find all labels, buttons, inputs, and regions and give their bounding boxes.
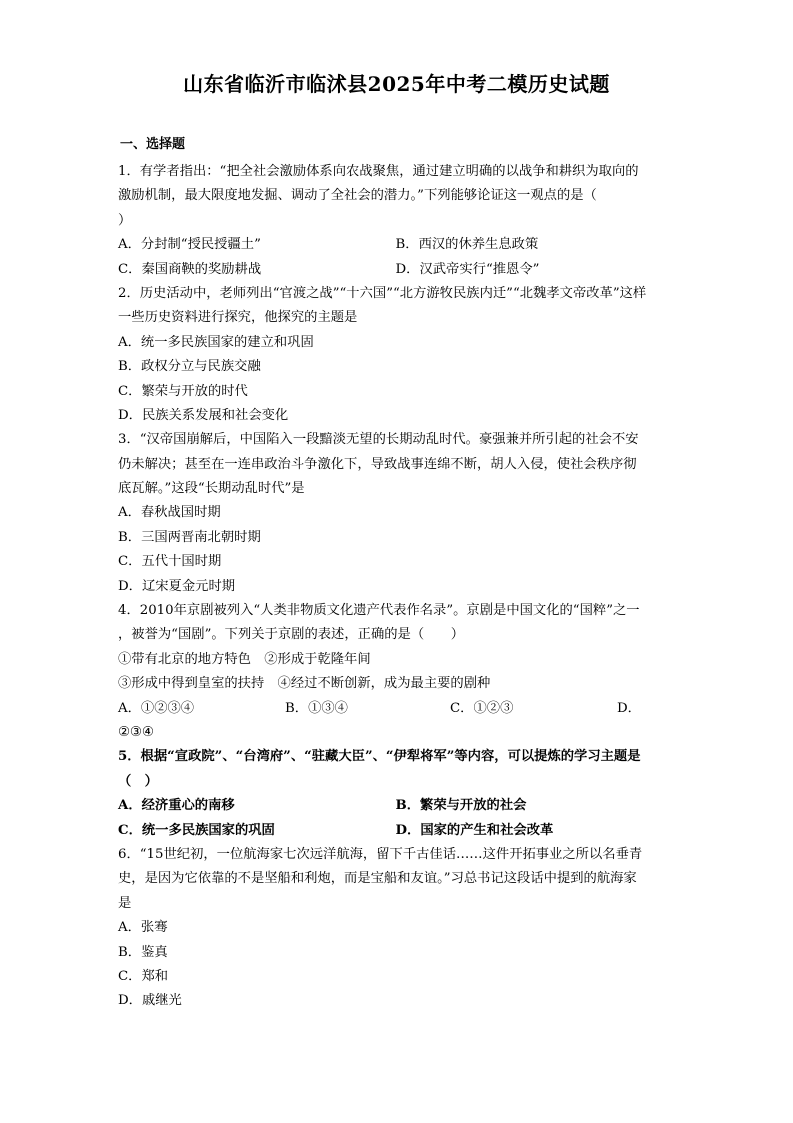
- question-stem-line: 底瓦解。”这段“长期动乱时代”是: [118, 481, 305, 497]
- question-list: [118, 160, 673, 1014]
- option-d: D．汉武帝实行“推恩令”: [395, 261, 540, 277]
- option-a: A．经济重心的南移: [118, 798, 235, 814]
- options-row: [118, 794, 673, 818]
- option-d: D．民族关系发展和社会变化: [118, 407, 289, 423]
- option-d: D．国家的产生和社会改革: [395, 822, 554, 838]
- options-row: [118, 258, 673, 282]
- question-stem-line: （ ）: [118, 773, 158, 789]
- question-3: [118, 428, 673, 599]
- question-stem-line: 3．“汉帝国崩解后，中国陷入一段黯淡无望的长期动乱时代。豪强兼并所引起的社会不安: [118, 432, 639, 448]
- option-c: C．郑和: [118, 968, 169, 984]
- question-stem-line: 4．2010年京剧被列入“人类非物质文化遗产代表作名录”。京剧是中国文化的“国粹”之一: [118, 603, 640, 619]
- options-row: [118, 697, 673, 721]
- question-stem-line: 5．根据“宣政院”、“台湾府”、“驻藏大臣”、“伊犁将军”等内容，可以提炼的学习主题是: [118, 749, 641, 765]
- option-c: C．秦国商鞅的奖励耕战: [118, 261, 262, 277]
- option-d: D．辽宋夏金元时期: [118, 578, 236, 594]
- option-a: A．分封制“授民授疆土”: [118, 237, 261, 253]
- question-stem-line: 激励机制，最大限度地发掘、调动了全社会的潜力。”下列能够论证这一观点的是（: [118, 188, 597, 204]
- option-a: A．统一多民族国家的建立和巩固: [118, 334, 314, 350]
- option-d: D．戚继光: [118, 993, 182, 1009]
- question-stem-line: 6．“15世纪初，一位航海家七次远洋航海，留下千古佳话……这件开拓事业之所以名垂青: [118, 846, 643, 862]
- option-b: B．西汉的休养生息政策: [395, 237, 539, 253]
- question-stem-line: 一些历史资料进行探究，他探究的主题是: [118, 310, 358, 326]
- statement-line: ③形成中得到皇室的扶持 ④经过不断创新，成为最主要的剧种: [118, 676, 491, 692]
- option-b: B．鉴真: [118, 944, 168, 960]
- option-d-continued: ②③④: [118, 724, 154, 740]
- question-stem-line: 仍未解决；甚至在一连串政治斗争激化下，导致战事连绵不断，胡人入侵，使社会秩序彻: [118, 456, 637, 472]
- option-c: C．繁荣与开放的时代: [118, 383, 248, 399]
- option-c: C．①②③: [450, 700, 514, 716]
- option-b: B．①③④: [285, 700, 348, 716]
- option-c: C．五代十国时期: [118, 554, 222, 570]
- option-b: B．繁荣与开放的社会: [395, 798, 527, 814]
- option-b: B．三国两晋南北朝时期: [118, 529, 261, 545]
- option-d: D．: [617, 700, 641, 716]
- statement-line: ①带有北京的地方特色 ②形成于乾隆年间: [118, 651, 371, 667]
- option-b: B．政权分立与民族交融: [118, 359, 261, 375]
- question-stem-line: ，被誉为“国剧”。下列关于京剧的表述，正确的是（ ）: [118, 627, 465, 643]
- option-a: A．张骞: [118, 920, 168, 936]
- question-stem-line: 1．有学者指出：“把全社会激励体系向农战聚焦，通过建立明确的以战争和耕织为取向的: [118, 164, 639, 179]
- question-stem-line: ）: [118, 212, 132, 228]
- question-2: [118, 282, 673, 428]
- option-c: C．统一多民族国家的巩固: [118, 822, 275, 838]
- question-stem-line: 史，是因为它依靠的不是坚船和利炮，而是宝船和友谊。”习总书记这段话中提到的航海家: [118, 871, 637, 887]
- section-heading: 一、选择题: [120, 137, 186, 152]
- options-row: [118, 819, 673, 843]
- question-1: [118, 160, 673, 282]
- question-4: [118, 599, 673, 745]
- option-a: A．①②③④: [118, 700, 195, 716]
- options-row: [118, 233, 673, 257]
- question-stem-line: 是: [118, 895, 132, 911]
- option-a: A．春秋战国时期: [118, 505, 221, 521]
- page-title: 山东省临沂市临沭县2025年中考二模历史试题: [183, 72, 610, 96]
- question-6: [118, 843, 673, 1014]
- question-5: [118, 745, 673, 843]
- question-stem-line: 2．历史活动中，老师列出“官渡之战”“十六国”“北方游牧民族内迁”“北魏孝文帝改革”这样: [118, 285, 647, 301]
